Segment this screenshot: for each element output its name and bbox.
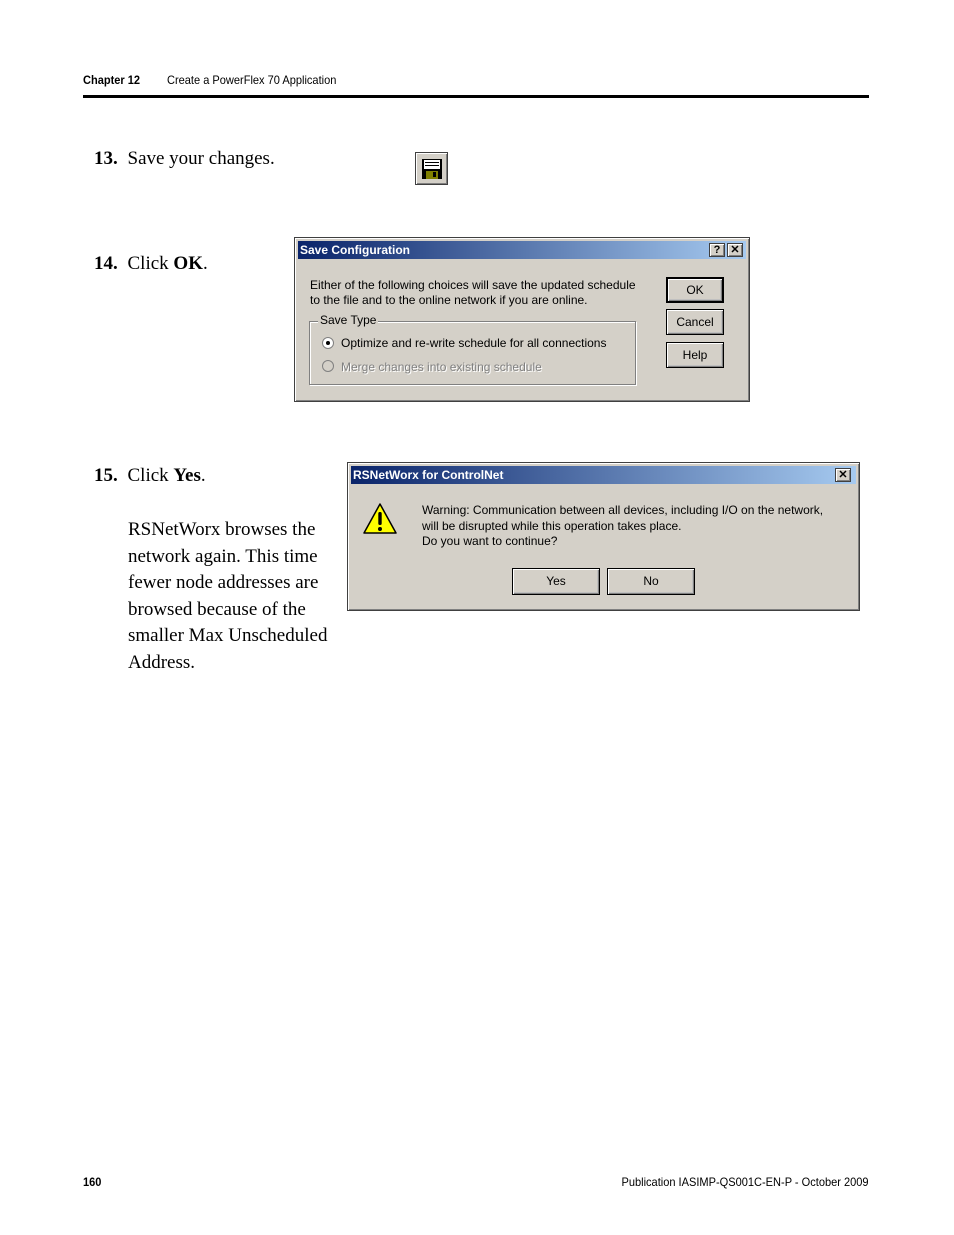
step-suffix: . xyxy=(202,253,208,274)
header-rule xyxy=(83,95,869,98)
chapter-label: Chapter 12 xyxy=(83,73,141,87)
step-text: Save your changes. xyxy=(127,148,275,169)
cancel-button[interactable]: Cancel xyxy=(666,309,724,335)
yes-button[interactable]: Yes xyxy=(512,568,600,595)
step-number: 15. xyxy=(94,465,118,486)
step-14 xyxy=(94,251,208,277)
merge-radio[interactable] xyxy=(322,360,334,372)
message-line: to the file and to the online network if you are online. xyxy=(310,293,588,307)
step-15-description: RSNetWorx browses the network again. This time fewer node addresses are browsed because of the smaller Max Unscheduled Address. xyxy=(128,519,328,673)
message-line: will be disrupted while this operation takes place. xyxy=(422,518,682,533)
help-button[interactable]: Help xyxy=(666,342,724,368)
group-label: Save Type xyxy=(320,313,377,327)
step-15 xyxy=(94,463,206,489)
dialog-title: Save Configuration xyxy=(300,243,411,257)
chapter-title: Create a PowerFlex 70 Application xyxy=(167,73,337,87)
step-number: 13. xyxy=(94,148,118,169)
message-line: Do you want to continue? xyxy=(422,534,558,548)
step-suffix: . xyxy=(200,465,206,486)
step-13 xyxy=(94,146,275,172)
dialog-title-bar xyxy=(298,241,746,259)
save-icon-graphic xyxy=(421,158,443,180)
rsnetworx-warning-dialog xyxy=(347,462,860,611)
optimize-radio[interactable] xyxy=(322,337,334,349)
dialog-title-bar xyxy=(351,466,856,484)
dialog-message xyxy=(310,278,636,308)
warning-icon xyxy=(362,501,398,537)
step-bold: Yes xyxy=(173,465,201,486)
warning-message xyxy=(422,503,823,550)
no-button[interactable]: No xyxy=(607,568,695,595)
help-title-button[interactable]: ? xyxy=(709,243,725,257)
save-type-group xyxy=(309,313,636,385)
close-icon[interactable]: ✕ xyxy=(835,468,851,482)
optimize-option-label: Optimize and re-write schedule for all connections xyxy=(341,336,607,350)
step-prefix: Click xyxy=(127,465,174,486)
merge-option-label: Merge changes into existing schedule xyxy=(341,360,542,374)
step-prefix: Click xyxy=(127,253,174,274)
save-configuration-dialog xyxy=(294,237,750,402)
step-number: 14. xyxy=(94,253,118,274)
dialog-title: RSNetWorx for ControlNet xyxy=(353,468,504,482)
floppy-disk-icon[interactable] xyxy=(415,152,448,185)
message-line: Warning: Communication between all devices, including I/O on the network, xyxy=(422,503,824,517)
message-line: Either of the following choices will save the updated schedule xyxy=(310,278,636,292)
page-number: 160 xyxy=(83,1175,102,1189)
publication-info: Publication IASIMP-QS001C-EN-P - October 2009 xyxy=(621,1175,869,1189)
ok-button[interactable]: OK xyxy=(666,277,724,303)
step-bold: OK xyxy=(173,253,203,274)
close-icon[interactable]: ✕ xyxy=(727,243,743,257)
